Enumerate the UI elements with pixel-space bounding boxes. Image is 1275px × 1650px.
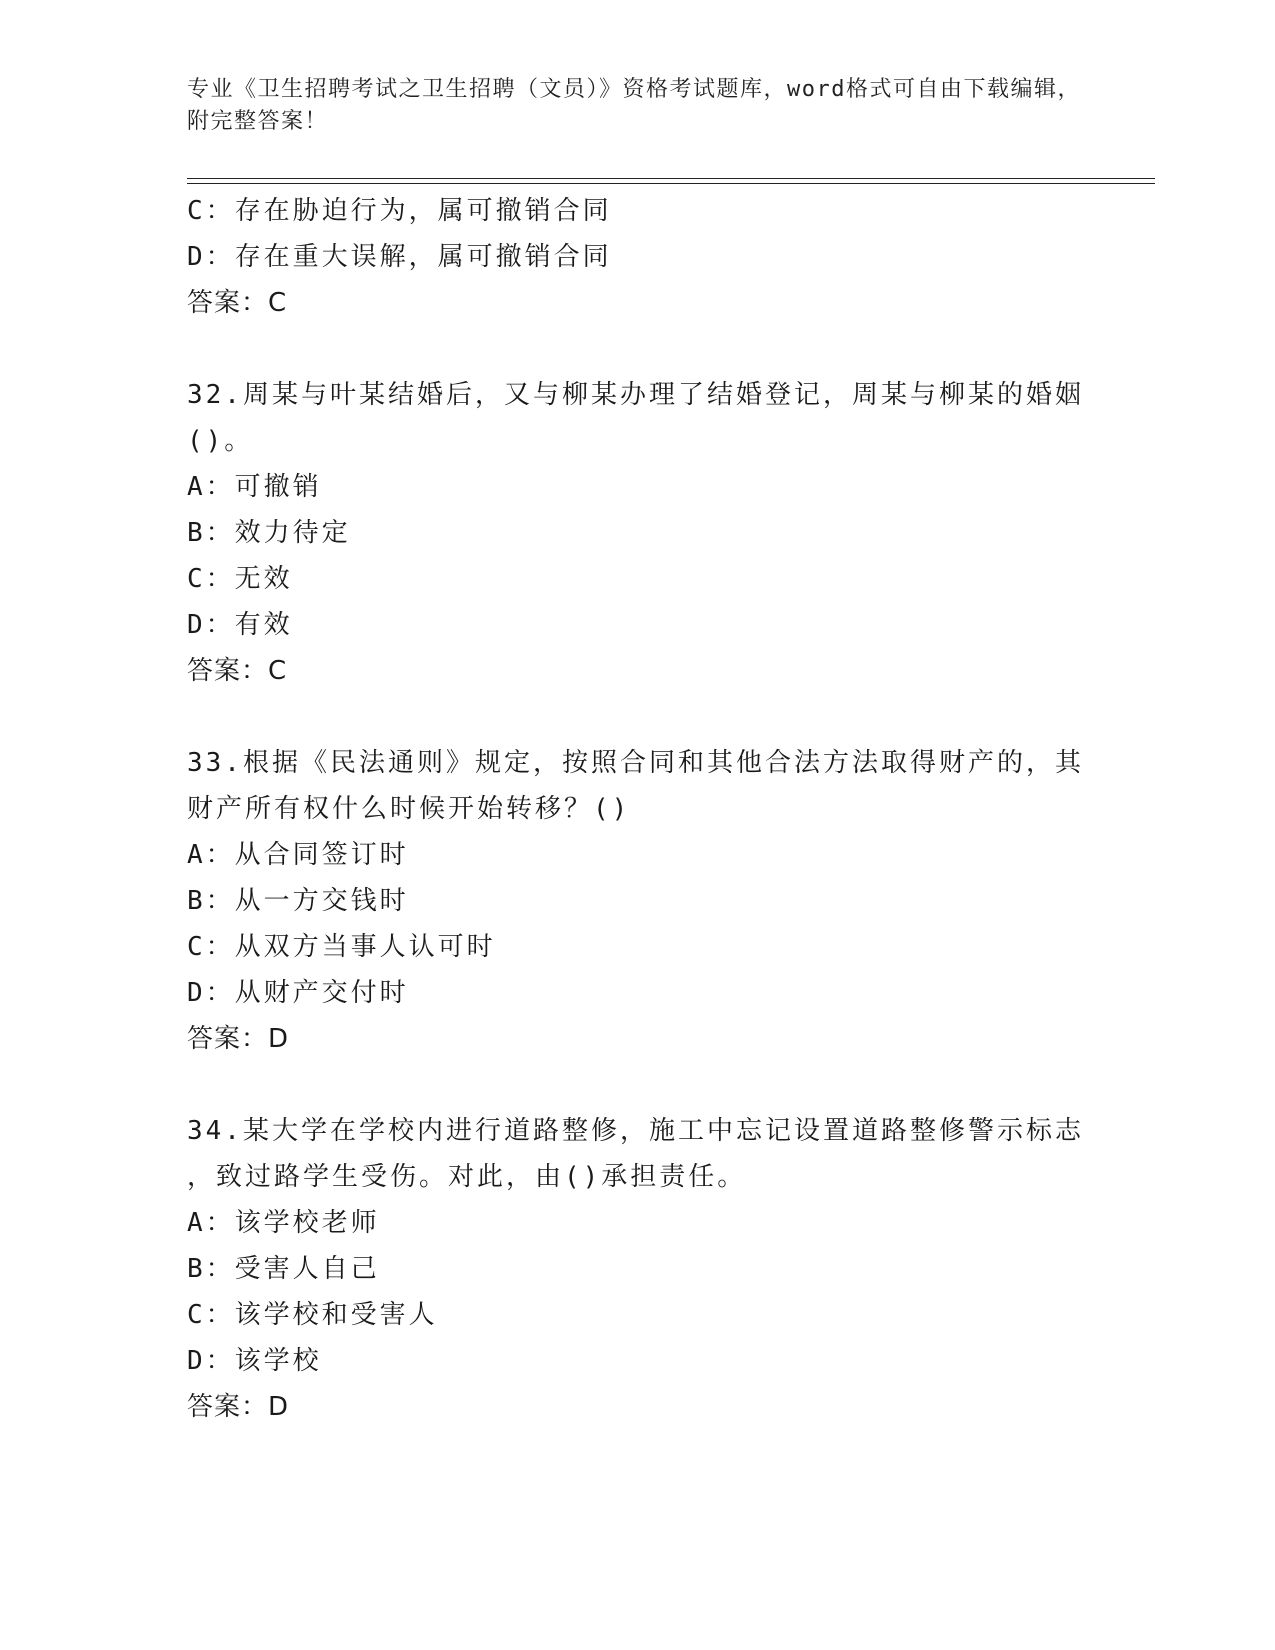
- option-b: B：从一方交钱时: [187, 886, 409, 916]
- answer-line: 答案：C: [187, 288, 288, 318]
- answer-line: 答案：C: [187, 656, 288, 686]
- question-stem-line: ，致过路学生受伤。对此，由()承担责任。: [187, 1162, 747, 1192]
- question-34: [187, 1108, 1087, 1430]
- question-stem-line: 33.根据《民法通则》规定，按照合同和其他合法方法取得财产的，其: [187, 748, 1084, 778]
- option-a: A：可撤销: [187, 472, 322, 502]
- header-rule-bottom: [187, 183, 1155, 184]
- option-b: B：受害人自己: [187, 1254, 380, 1284]
- spacer: [187, 694, 1087, 740]
- option-c: C：存在胁迫行为，属可撤销合同: [187, 196, 612, 226]
- option-a: A：从合同签订时: [187, 840, 409, 870]
- answer-line: 答案：D: [187, 1024, 290, 1054]
- option-a: A：该学校老师: [187, 1208, 380, 1238]
- answer-line: 答案：D: [187, 1392, 290, 1422]
- spacer: [187, 1062, 1087, 1108]
- question-stem-line: 32.周某与叶某结婚后，又与柳某办理了结婚登记，周某与柳某的婚姻: [187, 380, 1084, 410]
- document-header: 专业《卫生招聘考试之卫生招聘（文员）》资格考试题库，word格式可自由下载编辑，附完整答案！: [187, 77, 1081, 134]
- option-d: D：该学校: [187, 1346, 322, 1376]
- option-b: B：效力待定: [187, 518, 351, 548]
- option-c: C：该学校和受害人: [187, 1300, 438, 1330]
- question-stem-line: 财产所有权什么时候开始转移？(): [187, 794, 631, 824]
- question-32: [187, 372, 1087, 694]
- option-c: C：无效: [187, 564, 293, 594]
- question-stem-line: ()。: [187, 426, 254, 456]
- spacer: [187, 326, 1087, 372]
- question-stem-line: 34.某大学在学校内进行道路整修，施工中忘记设置道路整修警示标志: [187, 1116, 1084, 1146]
- option-d: D：从财产交付时: [187, 978, 409, 1008]
- option-d: D：存在重大误解，属可撤销合同: [187, 242, 612, 272]
- question-list: [187, 188, 1087, 1430]
- question-33: [187, 740, 1087, 1062]
- option-d: D：有效: [187, 610, 293, 640]
- previous-question-tail: [187, 188, 1087, 326]
- header-rule-top: [187, 178, 1155, 179]
- option-c: C：从双方当事人认可时: [187, 932, 496, 962]
